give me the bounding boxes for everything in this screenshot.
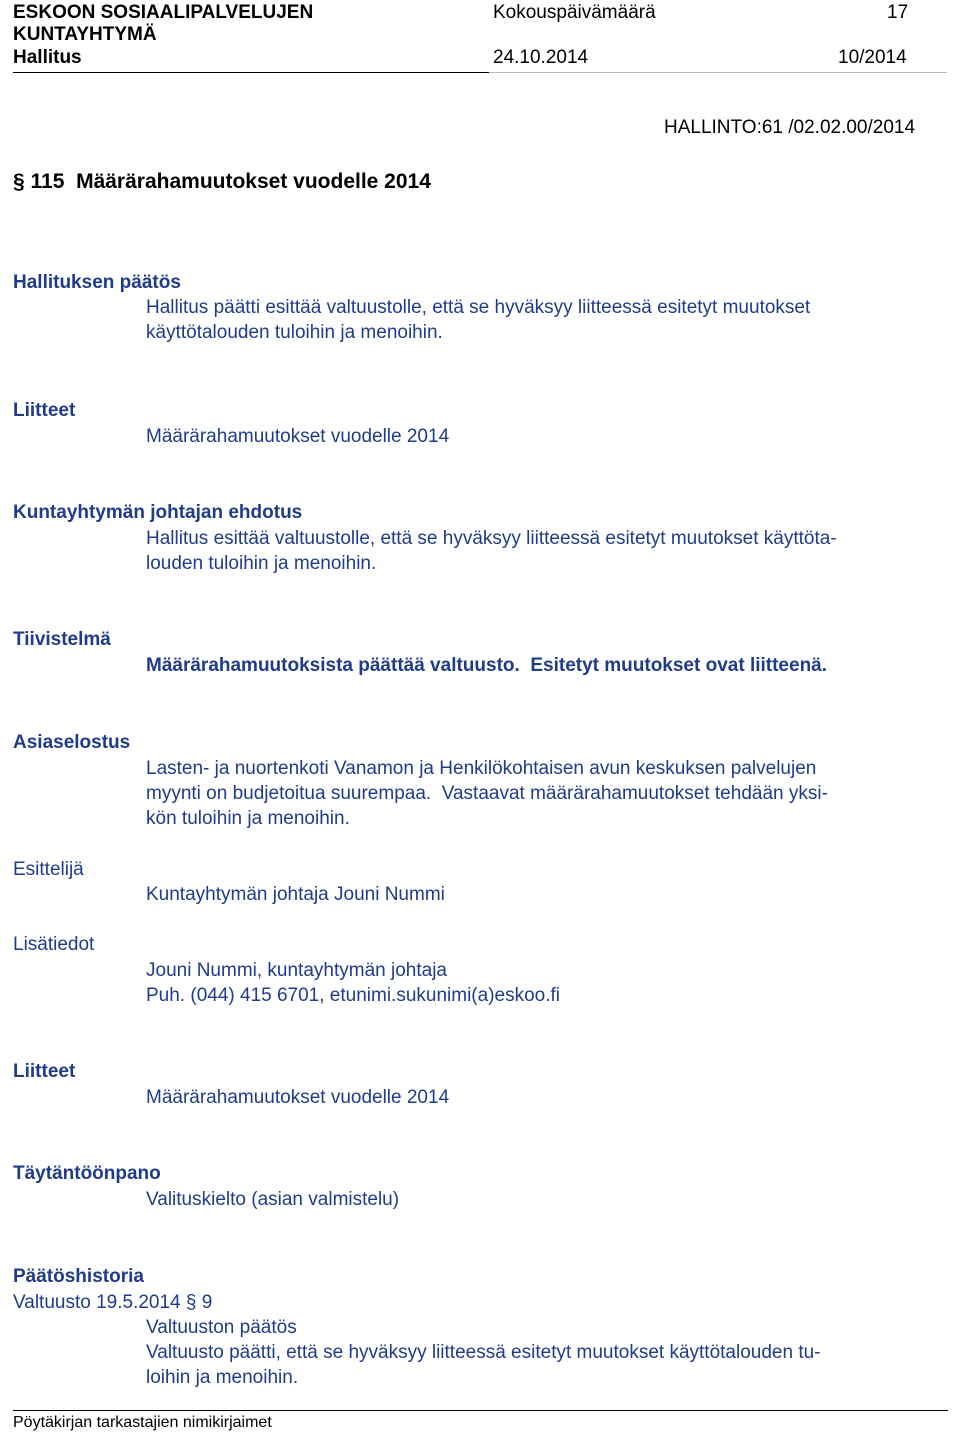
meeting-date: 24.10.2014: [493, 47, 589, 68]
org-name-line1: ESKOON SOSIAALIPALVELUJEN: [13, 2, 314, 23]
decision-heading: Hallituksen päätös: [13, 272, 181, 293]
decision-line: käyttötalouden tuloihin ja menoihin.: [146, 322, 443, 343]
proposal-line: louden tuloihin ja menoihin.: [146, 553, 377, 574]
attachment-item-2: Määrärahamuutokset vuodelle 2014: [146, 1087, 450, 1108]
history-heading: Päätöshistoria: [13, 1266, 144, 1287]
statement-line: kön tuloihin ja menoihin.: [146, 808, 350, 829]
decision-line: Hallitus päätti esittää valtuustolle, että se hyväksyy liitteessä esitetyt muutokset: [146, 297, 811, 318]
statement-line: Lasten- ja nuortenkoti Vanamon ja Henkilökohtaisen avun keskuksen palvelujen: [146, 758, 817, 779]
history-entry: Valtuusto 19.5.2014 § 9: [13, 1292, 213, 1313]
history-line: Valtuusto päätti, että se hyväksyy liitteessä esitetyt muutokset käyttötalouden tu-: [146, 1342, 821, 1363]
history-subheading: Valtuuston päätös: [146, 1317, 297, 1338]
section-sign: §: [13, 170, 25, 193]
org-name-line2: KUNTAYHTYMÄ: [13, 24, 157, 45]
footer-divider: [13, 1410, 948, 1411]
more-info-line: Puh. (044) 415 6701, etunimi.sukunimi(a)eskoo.fi: [146, 985, 561, 1006]
diary-number: HALLINTO:61 /02.02.00/2014: [664, 117, 916, 138]
page-number: 17: [887, 2, 909, 23]
proposal-text: [146, 526, 953, 576]
history-text: [146, 1340, 953, 1390]
signature-label: Pöytäkirjan tarkastajien nimikirjaimet: [13, 1414, 272, 1431]
enforcement-text: Valituskielto (asian valmistelu): [146, 1189, 400, 1210]
header-divider-right: [489, 72, 947, 73]
enforcement-heading: Täytäntöönpano: [13, 1163, 161, 1184]
more-info-heading: Lisätiedot: [13, 934, 95, 955]
decision-text: [146, 295, 953, 345]
header-divider-left: [13, 72, 489, 73]
summary-heading: Tiivistelmä: [13, 629, 111, 650]
body-name: Hallitus: [13, 47, 82, 68]
more-info-text: [146, 958, 953, 1008]
doc-type: Kokouspäivämäärä: [493, 2, 656, 23]
statement-heading: Asiaselostus: [13, 732, 131, 753]
attachments-heading: Liitteet: [13, 400, 76, 421]
more-info-line: Jouni Nummi, kuntayhtymän johtaja: [146, 960, 447, 981]
attachment-item: Määrärahamuutokset vuodelle 2014: [146, 426, 450, 447]
statement-line: myynti on budjetoitua suurempaa. Vastaavat määrärahamuutokset tehdään yksi-: [146, 783, 828, 804]
section-title-text: 115 Määrärahamuutokset vuodelle 2014: [30, 170, 431, 193]
summary-text: Määrärahamuutoksista päättää valtuusto. Esitetyt muutokset ovat liitteenä.: [146, 655, 828, 676]
proposal-line: Hallitus esittää valtuustolle, että se hyväksyy liitteessä esitetyt muutokset käyttöta-: [146, 528, 837, 549]
section-title: [13, 169, 431, 195]
statement-text: [146, 756, 953, 831]
proposal-heading: Kuntayhtymän johtajan ehdotus: [13, 502, 303, 523]
presenter-heading: Esittelijä: [13, 859, 84, 880]
attachments-heading-2: Liitteet: [13, 1061, 76, 1082]
presenter-text: Kuntayhtymän johtaja Jouni Nummi: [146, 884, 445, 905]
minutes-number: 10/2014: [838, 47, 907, 68]
history-line: loihin ja menoihin.: [146, 1367, 299, 1388]
